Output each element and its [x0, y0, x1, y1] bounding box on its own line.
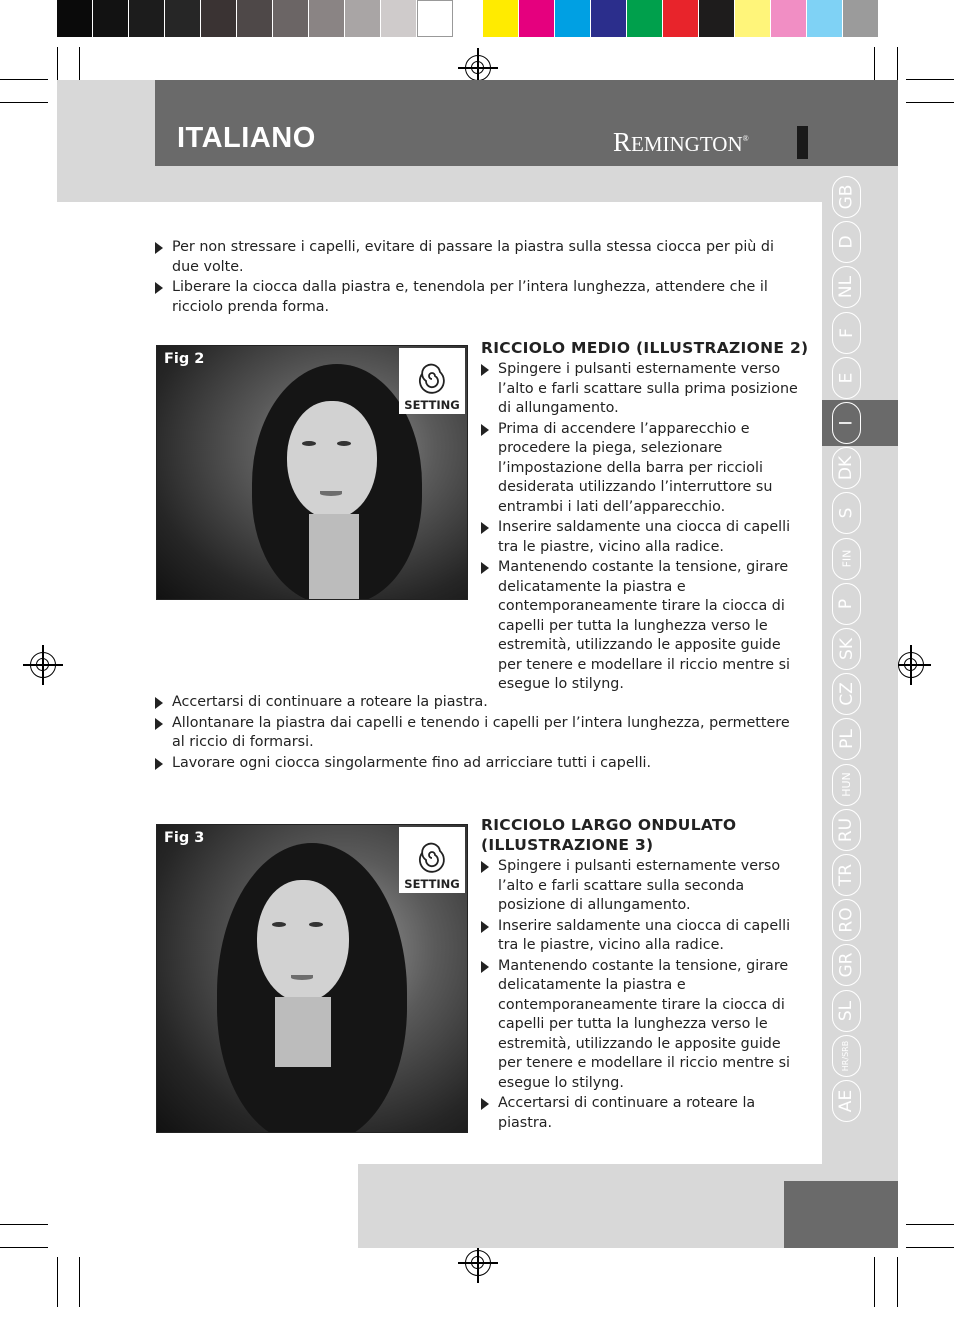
language-tab-d[interactable]: [832, 221, 861, 263]
list-item: [481, 857, 799, 916]
list-item-text: Spingere i pulsanti esternamente verso l’alto e farli scattare sulla prima posizione di allungamento.: [498, 361, 798, 416]
language-tab-label: RO: [836, 907, 857, 933]
bullet-arrow-icon: [481, 961, 489, 973]
mouth-shape: [320, 491, 342, 496]
crop-mark: [0, 1247, 48, 1248]
eye-shape: [337, 441, 351, 446]
crop-mark: [906, 1247, 954, 1248]
language-tab-label: SL: [836, 1000, 857, 1021]
figure-label: Fig 3: [164, 830, 205, 846]
page-title: ITALIANO: [177, 122, 316, 154]
color-swatch: [417, 0, 453, 37]
color-swatch: [735, 0, 771, 37]
face-shape: [287, 401, 377, 519]
crop-mark: [0, 1224, 48, 1225]
list-item-text: Inserire saldamente una ciocca di capelli tra le piastre, vicino alla radice.: [498, 917, 791, 953]
color-swatch: [627, 0, 663, 37]
process-color-bar: [483, 0, 879, 38]
list-item-text: Liberare la ciocca dalla piastra e, tenendola per l’intera lunghezza, attendere che il ricciolo prenda forma.: [172, 279, 768, 315]
language-tab-label: RU: [836, 817, 857, 842]
color-swatch: [591, 0, 627, 37]
color-swatch: [483, 0, 519, 37]
brand-logo: [613, 127, 749, 158]
language-tab-label: NL: [836, 276, 857, 299]
page-number-block: [784, 1181, 898, 1248]
language-tab-label: DK: [836, 456, 857, 481]
section-heading: [481, 816, 736, 855]
color-swatch: [273, 0, 309, 37]
list-item: [481, 1094, 799, 1133]
spiral-icon: [415, 362, 449, 396]
color-swatch: [93, 0, 129, 37]
heading-line: (ILLUSTRAZIONE 3): [481, 835, 654, 854]
list-item-text: Lavorare ogni ciocca singolarmente fino ad arricciare tutti i capelli.: [172, 754, 652, 771]
list-item: [481, 518, 799, 557]
setting-badge: [399, 348, 465, 414]
color-swatch: [129, 0, 165, 37]
bullet-arrow-icon: [481, 364, 489, 376]
registration-mark: [465, 1250, 491, 1276]
registration-mark: [30, 652, 56, 678]
color-swatch: [345, 0, 381, 37]
section2-bullets: [481, 360, 799, 696]
color-swatch: [57, 0, 93, 37]
language-tab-cz[interactable]: [832, 673, 861, 715]
color-swatch: [201, 0, 237, 37]
setting-badge: [399, 827, 465, 893]
list-item: [155, 714, 795, 753]
crop-mark: [57, 1257, 58, 1307]
bullet-arrow-icon: [481, 562, 489, 574]
language-tab-hun[interactable]: [832, 764, 861, 806]
face-shape: [257, 880, 349, 1002]
language-tab-tr[interactable]: [832, 854, 861, 896]
language-tab-fin[interactable]: [832, 538, 861, 580]
setting-label: SETTING: [404, 877, 460, 891]
color-swatch: [843, 0, 879, 37]
list-item-text: Per non stressare i capelli, evitare di passare la piastra sulla stessa ciocca per più di due volte.: [172, 239, 774, 275]
list-item: [481, 917, 799, 956]
list-item: [481, 420, 799, 518]
language-tab-s[interactable]: [832, 492, 861, 534]
language-tab-label: TR: [836, 863, 857, 887]
list-item: [481, 360, 799, 419]
language-tab-label: AE: [836, 1089, 857, 1113]
list-item: [155, 278, 795, 317]
language-tab-label: E: [836, 372, 857, 384]
figure-label: Fig 2: [164, 351, 205, 367]
list-item: [155, 754, 795, 774]
figure-2: [156, 345, 468, 600]
language-tab-label: SK: [836, 638, 857, 660]
list-item-text: Inserire saldamente una ciocca di capelli tra le piastre, vicino alla radice.: [498, 519, 791, 555]
eye-shape: [302, 441, 316, 446]
language-tab-ro[interactable]: [832, 899, 861, 941]
eye-shape: [309, 922, 323, 927]
spiral-icon: [415, 841, 449, 875]
brand-rest: EMINGTON: [631, 132, 743, 156]
registration-mark: [465, 55, 491, 81]
language-tab-ru[interactable]: [832, 809, 861, 851]
language-tab-label: I: [836, 420, 857, 426]
language-tab-label: D: [836, 235, 857, 249]
eye-shape: [272, 922, 286, 927]
color-swatch: [807, 0, 843, 37]
color-swatch: [663, 0, 699, 37]
neck-shape: [309, 514, 359, 600]
heading-line: RICCIOLO LARGO ONDULATO: [481, 816, 737, 834]
list-item-text: Spingere i pulsanti esternamente verso l’alto e farli scattare sulla seconda posizione di allungamento.: [498, 858, 781, 913]
crop-mark: [897, 1257, 898, 1307]
list-item: [481, 957, 799, 1094]
language-tab-label: P: [836, 598, 857, 609]
bullet-arrow-icon: [155, 282, 163, 294]
bullet-arrow-icon: [481, 522, 489, 534]
language-tab-label: F: [836, 327, 857, 338]
color-swatch: [309, 0, 345, 37]
list-item: [155, 693, 795, 713]
crop-mark: [874, 1257, 875, 1307]
registration-mark: [898, 652, 924, 678]
language-tab-gr[interactable]: [832, 944, 861, 986]
color-swatch: [699, 0, 735, 37]
list-item: [155, 238, 795, 277]
bullet-arrow-icon: [481, 921, 489, 933]
figure-3: [156, 824, 468, 1133]
crop-mark: [906, 79, 954, 80]
list-item-text: Prima di accendere l’apparecchio e procedere la piega, selezionare l’impostazione della barra per riccioli desiderata utilizzando l’interruttore su entrambi i lati dell’apparecchio.: [498, 420, 773, 515]
list-item-text: Allontanare la piastra dai capelli e tenendo i capelli per l’intera lunghezza, permettere al riccio di formarsi.: [172, 714, 790, 750]
section2-after-bullets: [155, 693, 795, 774]
language-tab-pl[interactable]: [832, 718, 861, 760]
bullet-arrow-icon: [155, 242, 163, 254]
list-item-text: Mantenendo costante la tensione, girare delicatamente la piastra e contemporaneamente tirare la ciocca di capelli per tutta la lunghezza verso le estremità, utilizzando le apposite guide per tenere e modellare il riccio mentre si esegue lo stilyng.: [498, 957, 790, 1091]
list-item-text: Accertarsi di continuare a roteare la piastra.: [172, 694, 488, 710]
color-swatch: [555, 0, 591, 37]
crop-mark: [0, 102, 48, 103]
language-tab-label: FIN: [840, 549, 853, 568]
language-tab-dk[interactable]: [832, 447, 861, 489]
bullet-arrow-icon: [481, 861, 489, 873]
language-tab-nl[interactable]: [832, 266, 861, 308]
crop-mark: [79, 1257, 80, 1307]
crop-mark: [906, 1224, 954, 1225]
language-tab-i[interactable]: [832, 402, 861, 444]
language-tab-label: HUN: [840, 772, 853, 797]
grayscale-color-bar: [57, 0, 453, 38]
intro-bullets: [155, 238, 795, 318]
bullet-arrow-icon: [481, 1098, 489, 1110]
crop-mark: [906, 102, 954, 103]
language-tab-gb[interactable]: [832, 176, 861, 218]
language-tabs: [822, 166, 898, 1166]
bullet-arrow-icon: [155, 758, 163, 770]
bullet-arrow-icon: [155, 718, 163, 730]
section3-bullets: [481, 857, 799, 1134]
brand-mark: ®: [742, 134, 749, 143]
color-swatch: [237, 0, 273, 37]
list-item: [481, 558, 799, 695]
language-tab-label: GR: [836, 952, 857, 978]
header-bar: [155, 80, 898, 166]
language-tab-hr-srb[interactable]: [832, 1035, 861, 1077]
bullet-arrow-icon: [481, 424, 489, 436]
bullet-arrow-icon: [155, 697, 163, 709]
language-tab-label: PL: [836, 729, 857, 750]
setting-label: SETTING: [404, 398, 460, 412]
color-swatch: [519, 0, 555, 37]
section-heading: RICCIOLO MEDIO (ILLUSTRAZIONE 2): [481, 339, 809, 357]
language-tab-e[interactable]: [832, 357, 861, 399]
color-swatch: [771, 0, 807, 37]
language-tab-ae[interactable]: [832, 1080, 861, 1122]
language-tab-label: HR/SRB: [841, 1040, 851, 1071]
crop-mark: [0, 79, 48, 80]
language-tab-label: CZ: [836, 682, 857, 706]
color-swatch: [165, 0, 201, 37]
brand-initial: R: [613, 127, 632, 157]
language-tab-sk[interactable]: [832, 628, 861, 670]
list-item-text: Accertarsi di continuare a roteare la piastra.: [498, 1095, 756, 1131]
mouth-shape: [291, 975, 313, 980]
neck-shape: [275, 997, 331, 1067]
list-item-text: Mantenendo costante la tensione, girare delicatamente la piastra e contemporaneamente tirare la ciocca di capelli per tutta la lunghezza verso le estremità, utilizzando le apposite guide per tenere e modellare il riccio mentre si esegue lo stilyng.: [498, 559, 790, 692]
language-tab-label: GB: [836, 184, 857, 210]
language-tab-sl[interactable]: [832, 990, 861, 1032]
language-tab-label: S: [836, 507, 857, 519]
brand-bar: [797, 126, 808, 159]
language-tab-f[interactable]: [832, 312, 861, 354]
language-tab-p[interactable]: [832, 583, 861, 625]
color-swatch: [381, 0, 417, 37]
